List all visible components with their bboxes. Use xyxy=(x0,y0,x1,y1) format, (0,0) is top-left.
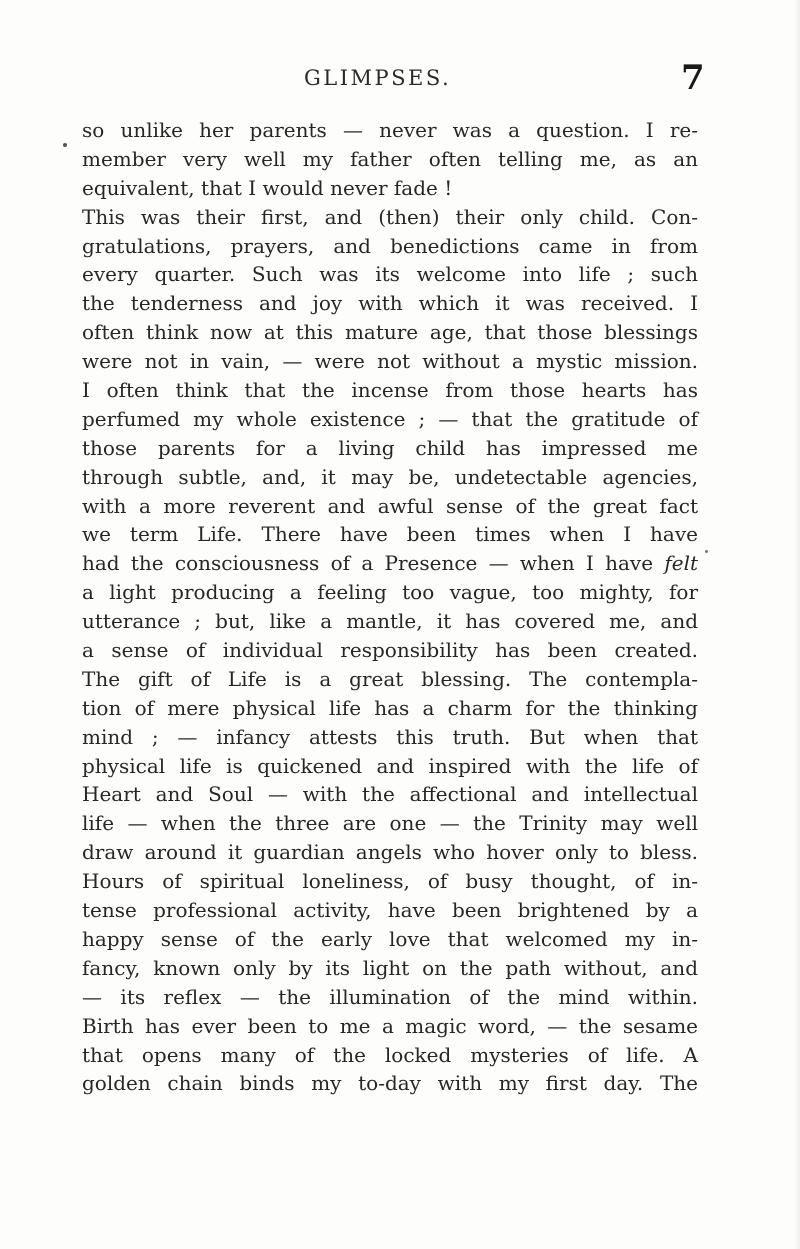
margin-speck xyxy=(63,143,67,147)
text-line: — its reflex — the illumination of the mind within. xyxy=(82,984,698,1009)
text-line: a sense of individual responsibility has been created. xyxy=(82,638,698,663)
text-line: Birth has ever been to me a magic word, — the sesame xyxy=(82,1013,698,1038)
text-line: draw around it guardian angels who hover only to bless. xyxy=(82,840,698,865)
text-line: tion of mere physical life has a charm for the thinking xyxy=(82,695,698,720)
text-line: equivalent, that I would never fade ! xyxy=(82,175,453,200)
text-line: happy sense of the early love that welcomed my in- xyxy=(82,926,698,951)
text-line-with-italic xyxy=(82,549,698,578)
text-line: The gift of Life is a great blessing. The contempla- xyxy=(82,666,698,691)
text-line: gratulations, prayers, and benedictions came in from xyxy=(82,233,698,258)
text-line: those parents for a living child has impressed me xyxy=(82,435,698,460)
body-text xyxy=(82,116,698,1098)
text-line-segment: had the consciousness of a Presence — when I have xyxy=(82,551,654,576)
text-line: member very well my father often telling me, as an xyxy=(82,146,698,171)
text-line: the tenderness and joy with which it was received. I xyxy=(82,291,698,316)
text-line: so unlike her parents — never was a question. I re- xyxy=(82,118,698,142)
text-line: perfumed my whole existence ; — that the gratitude of xyxy=(82,406,698,431)
text-line: This was their first, and (then) their only child. Con- xyxy=(82,204,698,229)
text-line: Heart and Soul — with the affectional and intellectual xyxy=(82,782,698,807)
page-header xyxy=(0,58,800,98)
margin-speck-right xyxy=(705,550,708,553)
text-line: that opens many of the locked mysteries of life. A xyxy=(82,1042,698,1067)
text-line: often think now at this mature age, that those blessings xyxy=(82,320,698,345)
page-number: 7 xyxy=(681,58,705,98)
text-line: tense professional activity, have been brightened by a xyxy=(82,898,698,923)
text-line: I often think that the incense from those hearts has xyxy=(82,378,698,403)
text-line: Hours of spiritual loneliness, of busy thought, of in- xyxy=(82,869,698,894)
text-line: fancy, known only by its light on the path without, and xyxy=(82,955,698,980)
text-line: golden chain binds my to-day with my first day. The xyxy=(82,1071,698,1096)
text-line: through subtle, and, it may be, undetectable agencies, xyxy=(82,464,698,489)
text-line: we term Life. There have been times when I have xyxy=(82,522,698,547)
text-line: life — when the three are one — the Trinity may well xyxy=(82,811,698,836)
page-edge-shadow xyxy=(794,0,800,1249)
running-head: GLIMPSES. xyxy=(304,66,452,90)
text-line: physical life is quickened and inspired with the life of xyxy=(82,753,698,778)
text-line: with a more reverent and awful sense of the great fact xyxy=(82,493,698,518)
italic-word: felt xyxy=(664,551,698,576)
text-line: mind ; — infancy attests this truth. But when that xyxy=(82,724,698,749)
text-line: every quarter. Such was its welcome into life ; such xyxy=(82,262,698,287)
text-line: utterance ; but, like a mantle, it has covered me, and xyxy=(82,609,698,634)
text-line: were not in vain, — were not without a mystic mission. xyxy=(82,349,698,374)
text-line: a light producing a feeling too vague, too mighty, for xyxy=(82,580,698,605)
